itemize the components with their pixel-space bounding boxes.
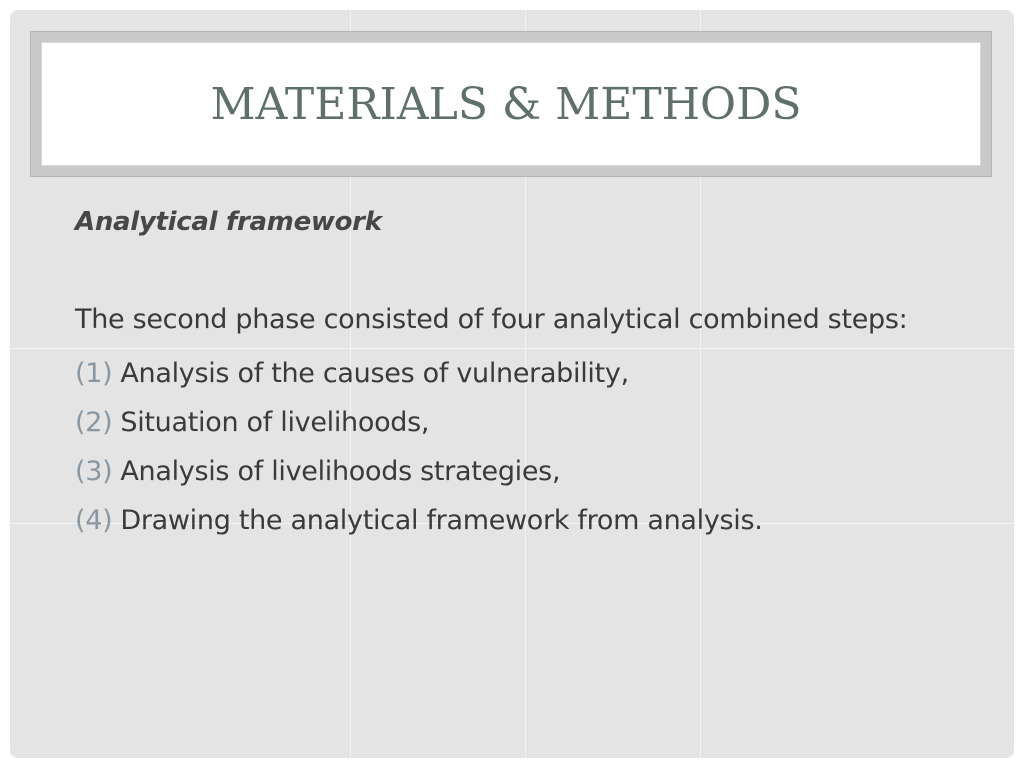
step-number: (1)	[75, 358, 113, 389]
steps-list	[75, 349, 963, 545]
step-text: Situation of livelihoods,	[120, 407, 430, 438]
step-number: (2)	[75, 407, 113, 438]
intro-paragraph: The second phase consisted of four analytical combined steps:	[75, 304, 908, 335]
step-number: (3)	[75, 456, 113, 487]
list-item	[75, 349, 963, 398]
list-item	[75, 447, 963, 496]
step-text: Drawing the analytical framework from analysis.	[120, 505, 763, 536]
slide-title: MATERIALS & METHODS	[210, 78, 802, 130]
title-box	[41, 42, 981, 166]
title-frame	[30, 31, 992, 177]
list-item	[75, 496, 963, 545]
step-number: (4)	[75, 505, 113, 536]
slide	[10, 10, 1014, 758]
subheading: Analytical framework	[75, 207, 382, 237]
step-text: Analysis of the causes of vulnerability,	[120, 358, 629, 389]
step-text: Analysis of livelihoods strategies,	[120, 456, 561, 487]
list-item	[75, 398, 963, 447]
slide-content	[75, 200, 963, 545]
